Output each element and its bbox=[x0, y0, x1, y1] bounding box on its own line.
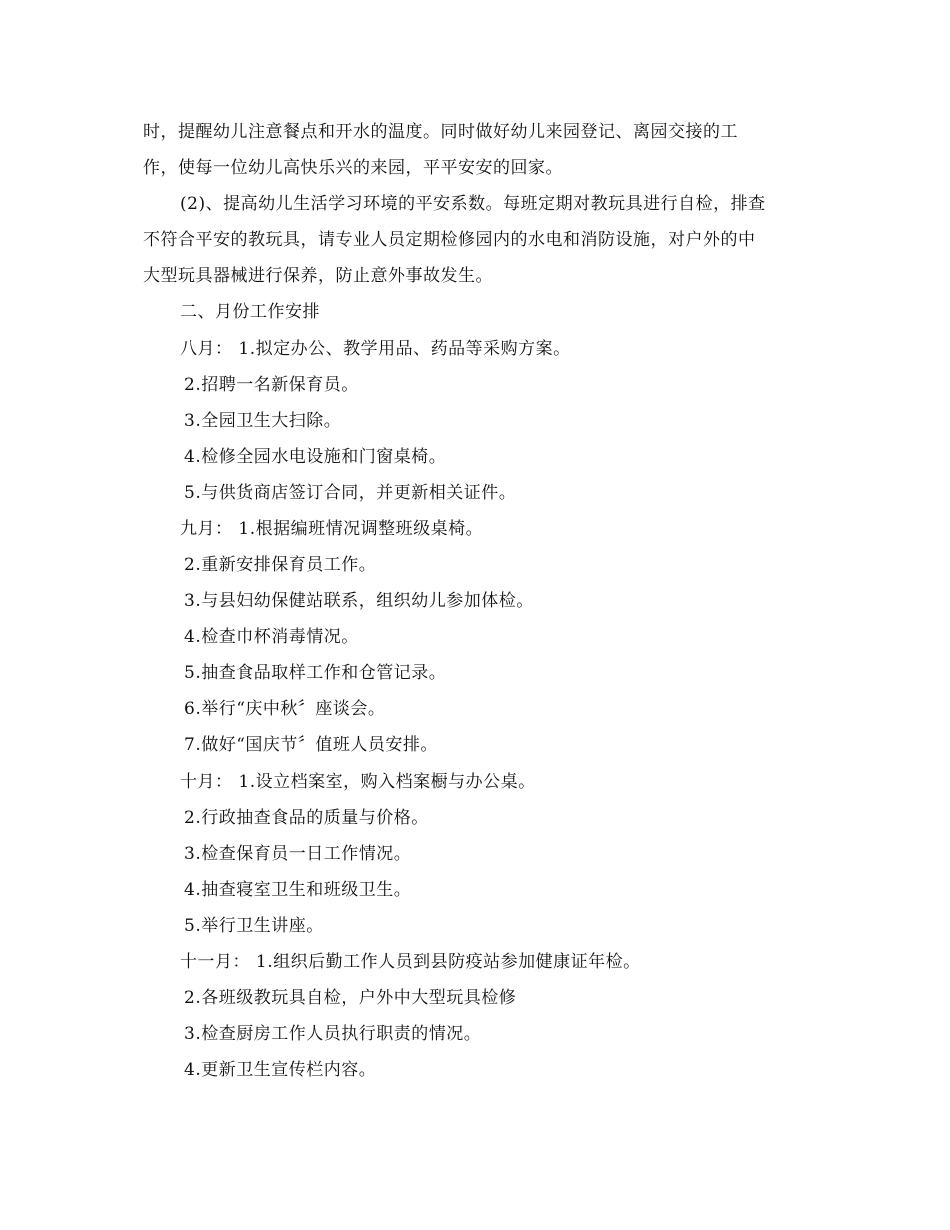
list-item: 2.重新安排保育员工作。 bbox=[184, 555, 377, 575]
list-item: 5.与供货商店签订合同，并更新相关证件。 bbox=[184, 483, 517, 503]
paragraph-line-4: 不符合平安的教玩具，请专业人员定期检修园内的水电和消防设施，对户外的中 bbox=[143, 230, 756, 250]
list-item: 4.更新卫生宣传栏内容。 bbox=[184, 1060, 377, 1080]
list-item: 5.抽查食品取样工作和仓管记录。 bbox=[184, 663, 447, 683]
list-item: 5.举行卫生讲座。 bbox=[184, 916, 324, 936]
paragraph-line-2: 作，使每一位幼儿高快乐兴的来园，平平安安的回家。 bbox=[143, 158, 563, 178]
month-november-line: 十一月： 1.组织后勤工作人员到县防疫站参加健康证年检。 bbox=[180, 952, 641, 972]
list-item: 2.各班级教玩具自检，户外中大型玩具检修 bbox=[184, 988, 517, 1008]
paragraph-line-1: 时，提醒幼儿注意餐点和开水的温度。同时做好幼儿来园登记、离园交接的工 bbox=[143, 122, 738, 142]
list-item: 3.检查保育员一日工作情况。 bbox=[184, 844, 412, 864]
list-item: 4.抽查寝室卫生和班级卫生。 bbox=[184, 880, 412, 900]
paragraph-line-3: (2)、提高幼儿生活学习环境的平安系数。每班定期对教玩具进行自检，排查 bbox=[180, 194, 766, 214]
list-item: 4.检查巾杯消毒情况。 bbox=[184, 627, 359, 647]
month-august-line: 八月： 1.拟定办公、教学用品、药品等采购方案。 bbox=[180, 339, 571, 359]
list-item: 7.做好“国庆节〞值班人员安排。 bbox=[184, 735, 438, 755]
section-heading: 二、月份工作安排 bbox=[180, 302, 320, 322]
month-october-line: 十月： 1.设立档案室，购入档案橱与办公桌。 bbox=[180, 772, 536, 792]
month-september-line: 九月： 1.根据编班情况调整班级桌椅。 bbox=[180, 519, 484, 539]
list-item: 3.检查厨房工作人员执行职责的情况。 bbox=[184, 1024, 482, 1044]
list-item: 4.检修全园水电设施和门窗桌椅。 bbox=[184, 447, 447, 467]
list-item: 3.与县妇幼保健站联系，组织幼儿参加体检。 bbox=[184, 591, 534, 611]
list-item: 3.全园卫生大扫除。 bbox=[184, 411, 342, 431]
list-item: 2.行政抽查食品的质量与价格。 bbox=[184, 808, 429, 828]
list-item: 2.招聘一名新保育员。 bbox=[184, 375, 359, 395]
list-item: 6.举行“庆中秋〞座谈会。 bbox=[184, 699, 386, 719]
paragraph-line-5: 大型玩具器械进行保养，防止意外事故发生。 bbox=[143, 266, 493, 286]
